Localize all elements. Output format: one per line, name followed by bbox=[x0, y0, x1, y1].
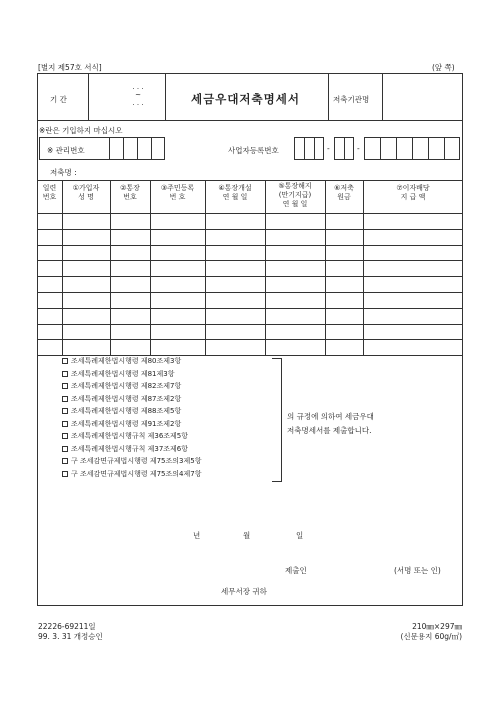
table-cell[interactable] bbox=[364, 246, 462, 260]
column-header-6: ⑤통장해지 (만기지급) 연 월 일 bbox=[278, 182, 312, 208]
table-cell[interactable] bbox=[326, 277, 362, 291]
page-side-label: (앞 쪽) bbox=[432, 63, 455, 72]
law-checkbox[interactable] bbox=[62, 446, 68, 452]
law-list-item bbox=[62, 419, 181, 430]
column-header-5: ④통장개설 연 월 일 bbox=[218, 184, 252, 201]
institution-field[interactable] bbox=[384, 78, 459, 116]
table-cell[interactable] bbox=[326, 309, 362, 323]
table-cell[interactable] bbox=[63, 214, 109, 228]
column-header-3: ②통장 번호 bbox=[120, 184, 140, 201]
table-cell[interactable] bbox=[111, 261, 149, 275]
form-title: 세금우대저축명세서 bbox=[191, 92, 300, 106]
law-label: 조세특례제한법시행령 제81제3항 bbox=[71, 369, 175, 378]
paper-spec: (신문용지 60g/㎡) bbox=[400, 632, 462, 641]
table-cell[interactable] bbox=[151, 309, 204, 323]
table-cell[interactable] bbox=[38, 214, 61, 228]
management-number-label: ※ 관리번호 bbox=[47, 146, 85, 155]
law-label: 조세특례제한법시행령 제88조제5항 bbox=[71, 407, 182, 415]
law-list-item bbox=[62, 406, 181, 417]
table-cell[interactable] bbox=[326, 214, 362, 228]
table-cell[interactable] bbox=[63, 325, 109, 339]
table-cell[interactable] bbox=[63, 293, 109, 307]
table-cell[interactable] bbox=[111, 293, 149, 307]
table-cell[interactable] bbox=[63, 230, 109, 244]
table-cell[interactable] bbox=[206, 246, 264, 260]
declaration-line1: 의 규정에 의하여 세금우대 bbox=[287, 412, 374, 421]
table-cell[interactable] bbox=[38, 309, 61, 323]
law-checkbox[interactable] bbox=[62, 383, 68, 389]
table-cell[interactable] bbox=[111, 309, 149, 323]
column-header-4: ③주민등록 번 호 bbox=[160, 184, 195, 201]
saver-label: 저축명 : bbox=[50, 168, 77, 177]
table-cell[interactable] bbox=[38, 246, 61, 260]
table-cell[interactable] bbox=[266, 230, 324, 244]
declaration-line2: 저축명세서를 제출합니다. bbox=[287, 426, 372, 435]
table-cell[interactable] bbox=[206, 230, 264, 244]
law-list-item bbox=[62, 394, 181, 405]
approval-date: 99. 3. 31 개정승인 bbox=[38, 632, 103, 641]
table-cell[interactable] bbox=[266, 325, 324, 339]
column-header-8: ⑦이자배당 지 급 액 bbox=[396, 184, 430, 201]
table-cell[interactable] bbox=[326, 293, 362, 307]
law-list-item bbox=[62, 431, 188, 442]
business-number-label: 사업자등록번호 bbox=[228, 146, 279, 155]
law-label: 조세특례제한법시행령 제87조제2항 bbox=[71, 394, 182, 403]
law-checkbox[interactable] bbox=[62, 433, 68, 439]
submitter-label: 제출인 bbox=[285, 566, 307, 575]
law-label: 구 조세감면규제법시행령 제75조의3제5항 bbox=[71, 457, 202, 465]
table-cell[interactable] bbox=[111, 246, 149, 260]
table-cell[interactable] bbox=[206, 277, 264, 291]
management-number-field[interactable] bbox=[110, 138, 165, 159]
recipient-label: 세무서장 귀하 bbox=[221, 587, 267, 596]
table-cell[interactable] bbox=[206, 325, 264, 339]
table-cell[interactable] bbox=[206, 309, 264, 323]
column-header-1: 일련 번호 bbox=[42, 184, 57, 201]
law-checkbox[interactable] bbox=[62, 358, 68, 364]
form-number: [별지 제57호 서식] bbox=[38, 63, 102, 72]
law-label: 조세특례제한법시행령 제91조제2항 bbox=[71, 419, 182, 428]
period-date-range[interactable]: . . . ~ . . . bbox=[132, 83, 144, 107]
table-cell[interactable] bbox=[111, 325, 149, 339]
table-cell[interactable] bbox=[38, 340, 61, 354]
law-list-item bbox=[62, 356, 181, 367]
table-cell[interactable] bbox=[38, 230, 61, 244]
table-cell[interactable] bbox=[206, 261, 264, 275]
law-label: 구 조세감면규제법시행령 제75조의4제7항 bbox=[71, 469, 202, 478]
table-cell[interactable] bbox=[151, 246, 204, 260]
table-cell[interactable] bbox=[364, 325, 462, 339]
table-cell[interactable] bbox=[266, 261, 324, 275]
table-cell[interactable] bbox=[326, 325, 362, 339]
date-year-label: 년 bbox=[193, 531, 201, 540]
date-day-label: 일 bbox=[296, 531, 304, 540]
table-cell[interactable] bbox=[364, 293, 462, 307]
table-cell[interactable] bbox=[63, 277, 109, 291]
table-cell[interactable] bbox=[63, 246, 109, 260]
submitter-field[interactable] bbox=[316, 563, 386, 575]
table-cell[interactable] bbox=[111, 340, 149, 354]
table-cell[interactable] bbox=[206, 293, 264, 307]
table-cell[interactable] bbox=[63, 261, 109, 275]
table-cell[interactable] bbox=[151, 277, 204, 291]
table-cell[interactable] bbox=[151, 214, 204, 228]
table-cell[interactable] bbox=[151, 340, 204, 354]
table-cell[interactable] bbox=[326, 230, 362, 244]
table-cell[interactable] bbox=[206, 340, 264, 354]
table-cell[interactable] bbox=[364, 340, 462, 354]
law-label: 조세특례제한법시행령 제82조제7항 bbox=[71, 382, 182, 390]
table-cell[interactable] bbox=[266, 277, 324, 291]
law-list-item bbox=[62, 456, 201, 467]
law-checkbox[interactable] bbox=[62, 471, 68, 477]
law-list-item bbox=[62, 444, 188, 455]
table-cell[interactable] bbox=[111, 230, 149, 244]
table-cell[interactable] bbox=[38, 261, 61, 275]
table-cell[interactable] bbox=[38, 293, 61, 307]
table-cell[interactable] bbox=[111, 214, 149, 228]
table-cell[interactable] bbox=[111, 277, 149, 291]
table-cell[interactable] bbox=[364, 261, 462, 275]
law-checkbox[interactable] bbox=[62, 421, 68, 427]
law-label: 조세특례제한법시행규칙 제36조제5항 bbox=[71, 432, 189, 440]
form-code: 22226-69211일 bbox=[38, 622, 96, 631]
table-cell[interactable] bbox=[326, 261, 362, 275]
law-list-item bbox=[62, 381, 181, 392]
law-list-item bbox=[62, 469, 201, 480]
table-cell[interactable] bbox=[266, 246, 324, 260]
table-cell[interactable] bbox=[38, 277, 61, 291]
law-checkbox[interactable] bbox=[62, 408, 68, 414]
table-cell[interactable] bbox=[266, 214, 324, 228]
signature-label: (서명 또는 인) bbox=[394, 566, 441, 575]
date-month-label: 월 bbox=[243, 531, 251, 540]
table-cell[interactable] bbox=[266, 309, 324, 323]
law-label: 조세특례제한법시행령 제80조제3항 bbox=[71, 357, 182, 365]
law-checkbox[interactable] bbox=[62, 458, 68, 464]
notice-text: ※란은 기입하지 마십시오 bbox=[39, 126, 123, 135]
table-cell[interactable] bbox=[63, 340, 109, 354]
law-label: 조세특례제한법시행규칙 제37조제6항 bbox=[71, 444, 189, 453]
table-cell[interactable] bbox=[364, 214, 462, 228]
column-header-7: ⑥저축 원금 bbox=[334, 184, 354, 201]
biz-no-part1[interactable] bbox=[294, 137, 324, 160]
column-header-2: ①가입자 성 명 bbox=[72, 184, 100, 201]
table-cell[interactable] bbox=[326, 340, 362, 354]
table-cell[interactable] bbox=[151, 261, 204, 275]
table-cell[interactable] bbox=[206, 214, 264, 228]
table-cell[interactable] bbox=[266, 340, 324, 354]
institution-label: 저축기관명 bbox=[333, 95, 370, 104]
table-cell[interactable] bbox=[63, 309, 109, 323]
table-cell[interactable] bbox=[151, 325, 204, 339]
table-cell[interactable] bbox=[151, 230, 204, 244]
law-checkbox[interactable] bbox=[62, 371, 68, 377]
paper-size: 210㎜×297㎜ bbox=[412, 622, 462, 631]
table-cell[interactable] bbox=[364, 277, 462, 291]
bracket bbox=[272, 358, 282, 482]
period-label: 기 간 bbox=[50, 95, 67, 104]
table-cell[interactable] bbox=[151, 293, 204, 307]
table-cell[interactable] bbox=[326, 246, 362, 260]
table-cell[interactable] bbox=[266, 293, 324, 307]
law-list-item bbox=[62, 369, 175, 380]
table-cell[interactable] bbox=[364, 309, 462, 323]
table-cell[interactable] bbox=[38, 325, 61, 339]
table-cell[interactable] bbox=[364, 230, 462, 244]
law-checkbox[interactable] bbox=[62, 396, 68, 402]
